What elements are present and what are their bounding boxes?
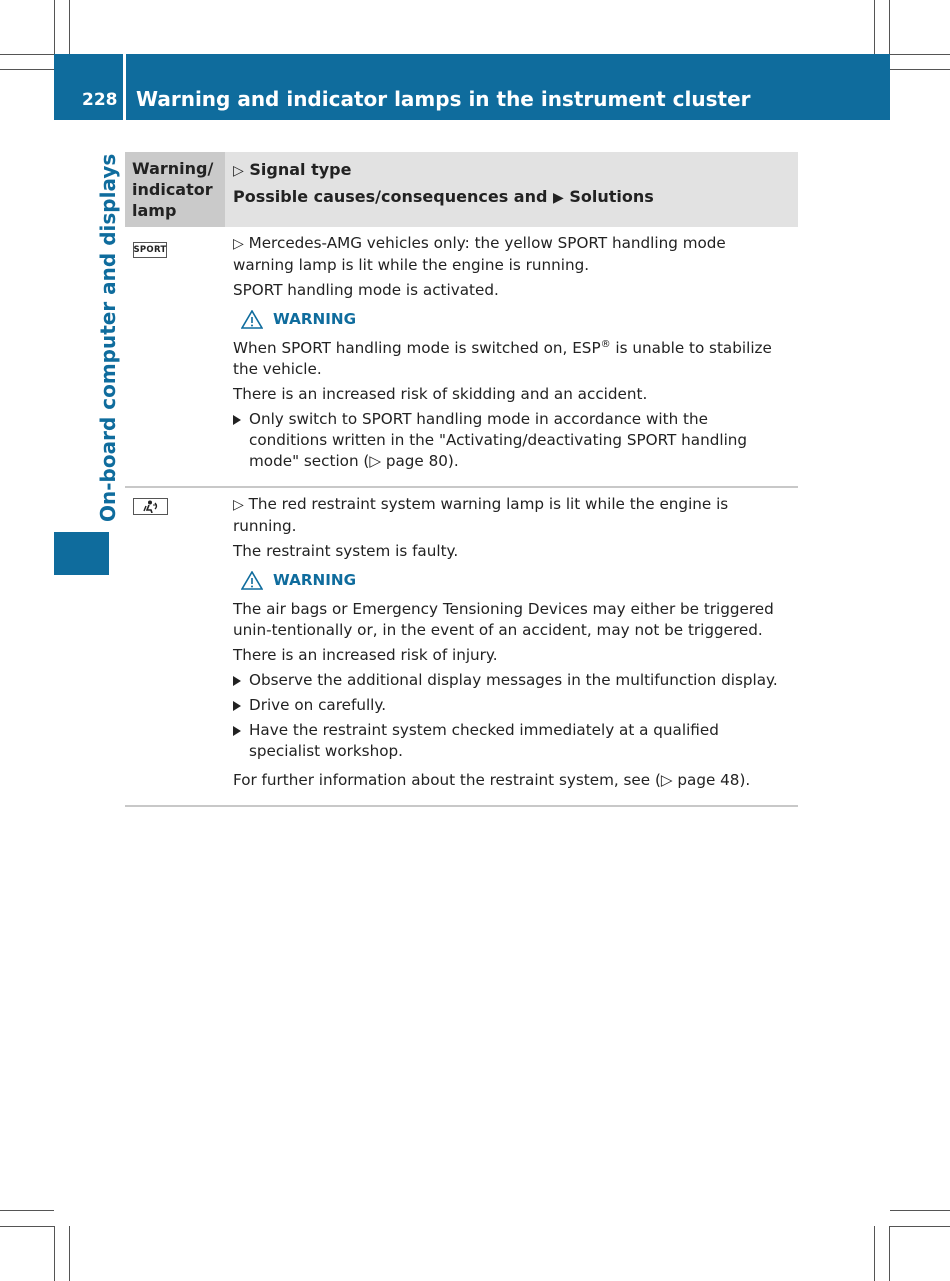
crop-mark [890,1210,950,1211]
step-text: Observe the additional display messages in the multifunction display. [249,671,778,689]
crop-mark [889,0,890,54]
header-signal-type-label: Signal type [249,160,352,179]
warning-heading [241,309,788,330]
solution-step [233,670,788,691]
registered-mark: ® [600,338,611,350]
crop-mark [54,1226,55,1281]
warning-text: The air bags or Emergency Tensioning Devices may either be triggered unin-tentionally or, in the event of an accident, may not be triggered. [233,600,774,639]
warning-triangle-icon [241,310,263,329]
warning-label: WARNING [273,571,357,589]
risk-text: There is an increased risk of skidding and an accident. [233,385,648,403]
warning-heading [241,570,788,591]
solution-step [233,409,788,472]
crop-mark [874,0,875,54]
crop-mark [890,54,950,55]
lamp-cell [125,488,225,805]
header-col-signal [225,152,798,227]
table-row [125,488,798,807]
crop-mark [874,1226,875,1281]
warning-text [233,338,788,380]
step-text: Drive on carefully. [249,696,387,714]
risk-text: There is an increased risk of injury. [233,646,498,664]
signal-type-icon: ▷ [233,497,244,513]
step-arrow-icon [233,726,241,736]
crop-mark [890,69,950,70]
step-text: Only switch to SPORT handling mode in accordance with the conditions written in the "Activating/deactivating SPORT handling mode" section (▷ page 80). [249,410,748,470]
solution-arrow-icon: ▶ [553,190,564,206]
lamp-cell [125,227,225,486]
signal-text-value: The red restraint system warning lamp is lit while the engine is running. [233,495,729,535]
crop-mark [890,1226,950,1227]
crop-mark [889,1226,890,1281]
step-arrow-icon [233,701,241,711]
header-causes [233,187,798,208]
crop-mark [54,0,55,54]
airbag-figure-icon [142,500,160,513]
table-row [125,227,798,488]
page-number: 228 [82,90,118,110]
header-signal-type [233,160,798,181]
solution-step [233,720,788,762]
crop-mark [69,0,70,54]
signal-type-icon: ▷ [233,236,244,252]
crop-mark [0,54,54,55]
cause-text: SPORT handling mode is activated. [233,281,499,299]
description-cell [225,227,798,486]
warning-text-part: is unable to stabilize the vehicle. [233,339,772,378]
warning-label: WARNING [273,310,357,328]
signal-text [233,494,788,537]
signal-type-icon: ▷ [233,163,244,179]
sport-mode-lamp-icon: SPORT [133,242,167,258]
crop-mark [0,1226,54,1227]
table-header [125,152,798,227]
side-tab-marker [54,532,109,575]
signal-text-value: Mercedes-AMG vehicles only: the yellow SPORT handling mode warning lamp is lit while the engine is running. [233,234,726,274]
crop-mark [0,69,54,70]
lamp-table [125,152,798,807]
header-solutions-label: Solutions [569,187,654,206]
side-tab-label: On-board computer and displays [96,153,120,522]
step-arrow-icon [233,676,241,686]
warning-triangle-icon [241,571,263,590]
footer-note: For further information about the restraint system, see (▷ page 48). [233,771,751,789]
step-arrow-icon [233,415,241,425]
description-cell [225,488,798,805]
warning-text-part: When SPORT handling mode is switched on, ESP [233,339,601,357]
header-divider [123,54,126,120]
header-causes-label: Possible causes/consequences and [233,187,548,206]
solution-step [233,695,788,716]
crop-mark [69,1226,70,1281]
step-text: Have the restraint system checked immediately at a qualified specialist workshop. [249,721,719,760]
page-title: Warning and indicator lamps in the instrument cluster [136,87,751,111]
crop-mark [0,1210,54,1211]
restraint-system-lamp-icon [133,498,168,515]
cause-text: The restraint system is faulty. [233,542,459,560]
header-col-lamp: Warning/ indicator lamp [125,152,225,227]
signal-text [233,233,788,276]
